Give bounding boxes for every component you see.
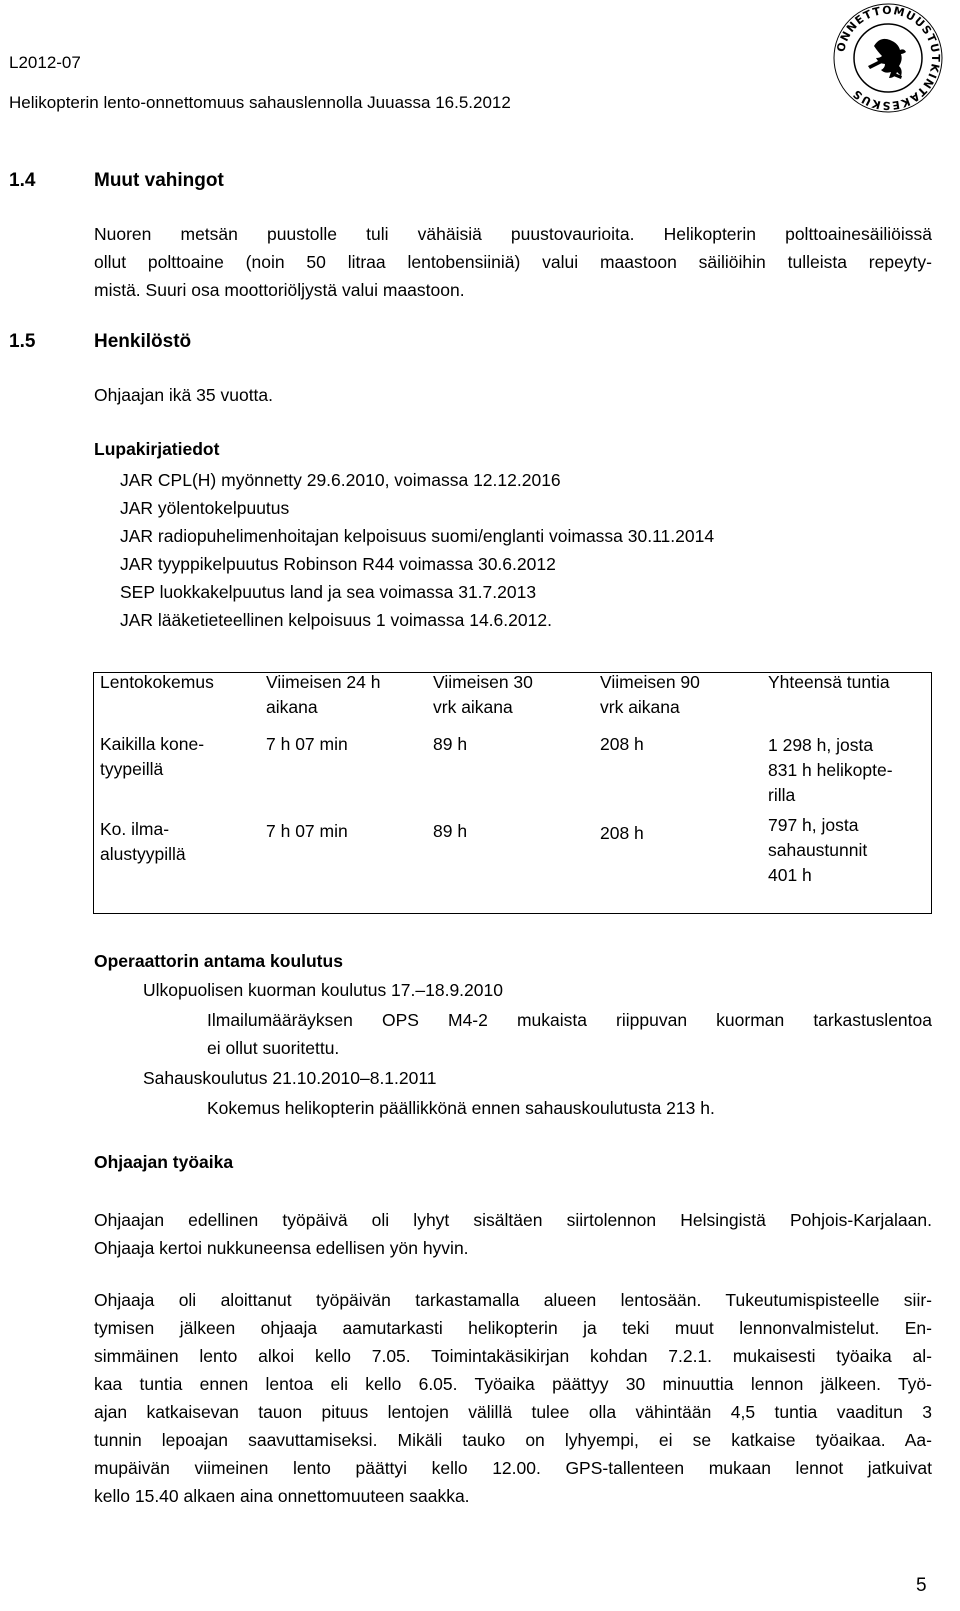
table-header-cell bbox=[768, 670, 890, 695]
report-id: L2012-07 bbox=[9, 53, 81, 72]
cell-text: 401 h bbox=[768, 865, 812, 885]
header-text: vrk aikana bbox=[600, 697, 680, 717]
table-cell: 208 h bbox=[600, 734, 644, 754]
table-cell: 89 h bbox=[433, 821, 468, 841]
section-1-4-number: 1.4 bbox=[9, 170, 36, 191]
text-line: ei ollut suoritettu. bbox=[207, 1038, 340, 1058]
text-line: kello 15.40 alkaen aina onnettomuuteen saakka. bbox=[94, 1486, 470, 1506]
table-cell-total bbox=[768, 733, 893, 808]
table-header-cell bbox=[433, 670, 533, 720]
cell-text: 831 h helikopte- bbox=[768, 760, 893, 780]
license-item: JAR tyyppikelpuutus Robinson R44 voimassa 30.6.2012 bbox=[120, 554, 556, 574]
text-line: simmäinen lento alkoi kello 7.05. Toimintakäsikirjan kohdan 7.2.1. mukaisesti työaika al- bbox=[94, 1346, 932, 1366]
cell-text: Ko. ilma- bbox=[100, 819, 170, 839]
header-text: vrk aikana bbox=[433, 697, 513, 717]
cell-text: sahaustunnit bbox=[768, 840, 868, 860]
table-cell: 7 h 07 min bbox=[266, 734, 348, 754]
table-row-label bbox=[100, 817, 186, 867]
lion-icon bbox=[868, 39, 906, 79]
worktime-paragraph-2 bbox=[94, 1286, 932, 1510]
license-heading: Lupakirjatiedot bbox=[94, 439, 220, 459]
table-cell: 89 h bbox=[433, 734, 468, 754]
header-text: Viimeisen 90 bbox=[600, 672, 700, 692]
table-header-cell bbox=[600, 670, 700, 720]
license-item: JAR lääketieteellinen kelpoisuus 1 voimassa 14.6.2012. bbox=[120, 610, 552, 630]
training-item-2: Sahauskoulutus 21.10.2010–8.1.2011 bbox=[143, 1068, 437, 1088]
text-line: mupäivän viimeinen lento päättyi kello 12.00. GPS-tallenteen mukaan lennot jatkuivat bbox=[94, 1458, 932, 1478]
text-line: tymisen jälkeen ohjaaja aamutarkasti helikopterin ja teki muut lennonvalmistelut. En- bbox=[94, 1318, 932, 1338]
cell-text: tyypeillä bbox=[100, 759, 164, 779]
text-line: tunnin lepoajan saavuttamiseksi. Mikäli tauko on lyhyempi, ei se katkaise työaikaa. Aa- bbox=[94, 1430, 932, 1450]
text-line: Nuoren metsän puustolle tuli vähäisiä puustovaurioita. Helikopterin polttoainesäiliöissä bbox=[94, 224, 932, 244]
cell-text: Kaikilla kone- bbox=[100, 734, 205, 754]
section-1-5-number: 1.5 bbox=[9, 331, 36, 352]
table-cell-total bbox=[768, 813, 867, 888]
training-item-2-note: Kokemus helikopterin päällikkönä ennen sahauskoulutusta 213 h. bbox=[207, 1098, 715, 1118]
text-line: kaa tuntia ennen lentoa eli kello 6.05. Työaika päättyy 30 minuuttia lennon jälkeen. Työ- bbox=[94, 1374, 932, 1394]
pilot-age: Ohjaajan ikä 35 vuotta. bbox=[94, 385, 274, 405]
page-number: 5 bbox=[916, 1575, 927, 1596]
experience-table bbox=[93, 672, 932, 914]
header-text: aikana bbox=[266, 697, 318, 717]
section-1-5-title: Henkilöstö bbox=[94, 331, 192, 352]
table-row-label bbox=[100, 732, 204, 782]
table-cell: 7 h 07 min bbox=[266, 821, 348, 841]
onnettomuustutkintakeskus-seal-logo bbox=[832, 2, 944, 114]
section-1-4-paragraph bbox=[94, 220, 932, 304]
text-line: mistä. Suuri osa moottoriöljystä valui maastoon. bbox=[94, 280, 465, 300]
text-line: ajan katkaisevan tauon pituus lentojen välillä tulee olla vähintään 4,5 tuntia vaaditun 3 bbox=[94, 1402, 932, 1422]
cell-text: rilla bbox=[768, 785, 796, 805]
cell-text: 797 h, josta bbox=[768, 815, 859, 835]
text-line: Ohjaaja oli aloittanut työpäivän tarkastamalla alueen lentosään. Tukeutumispisteelle siir- bbox=[94, 1290, 932, 1310]
license-item: JAR CPL(H) myönnetty 29.6.2010, voimassa 12.12.2016 bbox=[120, 470, 561, 490]
header-text: Lentokokemus bbox=[100, 672, 214, 692]
table-cell: 208 h bbox=[600, 823, 644, 843]
worktime-paragraph-1 bbox=[94, 1206, 932, 1262]
text-line: Ohjaajan edellinen työpäivä oli lyhyt sisältäen siirtolennon Helsingistä Pohjois-Karjalaan. bbox=[94, 1210, 932, 1230]
header-text: Viimeisen 30 bbox=[433, 672, 533, 692]
text-line: ollut polttoaine (noin 50 litraa lentobensiiniä) valui maastoon säiliöihin tulleista repeyty- bbox=[94, 252, 932, 272]
training-item-1: Ulkopuolisen kuorman koulutus 17.–18.9.2010 bbox=[143, 980, 503, 1000]
training-item-1-note bbox=[207, 1006, 932, 1062]
text-line: Ohjaaja kertoi nukkuneensa edellisen yön hyvin. bbox=[94, 1238, 469, 1258]
license-item: SEP luokkakelpuutus land ja sea voimassa 31.7.2013 bbox=[120, 582, 537, 602]
table-header-cell bbox=[266, 670, 380, 720]
license-item: JAR yölentokelpuutus bbox=[120, 498, 290, 518]
worktime-heading: Ohjaajan työaika bbox=[94, 1152, 234, 1172]
section-1-4-title: Muut vahingot bbox=[94, 170, 224, 191]
training-heading: Operaattorin antama koulutus bbox=[94, 951, 343, 971]
cell-text: alustyypillä bbox=[100, 844, 186, 864]
table-header-cell bbox=[100, 670, 214, 695]
header-text: Viimeisen 24 h bbox=[266, 672, 381, 692]
cell-text: 1 298 h, josta bbox=[768, 735, 874, 755]
report-title: Helikopterin lento-onnettomuus sahauslennolla Juuassa 16.5.2012 bbox=[9, 93, 511, 112]
header-text: Yhteensä tuntia bbox=[768, 672, 890, 692]
text-line: Ilmailumääräyksen OPS M4-2 mukaista riippuvan kuorman tarkastuslentoa bbox=[207, 1010, 932, 1030]
license-item: JAR radiopuhelimenhoitajan kelpoisuus suomi/englanti voimassa 30.11.2014 bbox=[120, 526, 715, 546]
seal-text: ONNETTOMUUSTUTKINTAKESKUS bbox=[834, 3, 943, 113]
